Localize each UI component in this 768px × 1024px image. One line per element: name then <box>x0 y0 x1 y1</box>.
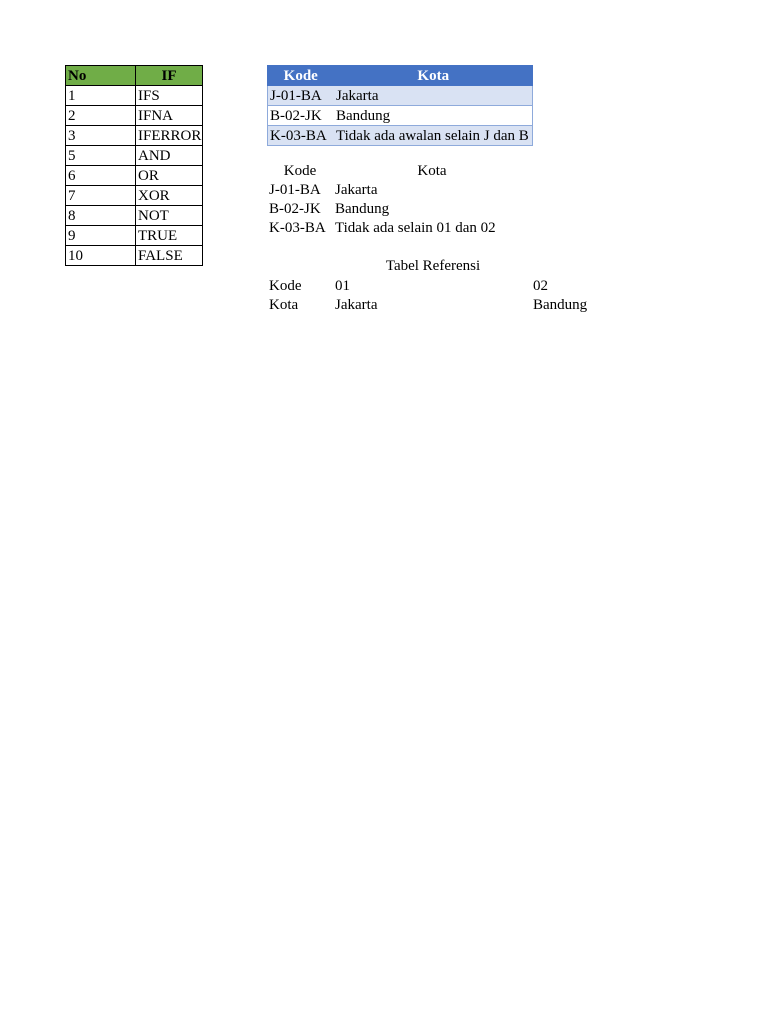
table-row <box>66 246 203 266</box>
cell-kode[interactable]: K-03-BA <box>268 126 335 146</box>
ref-value-cell[interactable]: Jakarta <box>335 296 378 313</box>
table-header-row <box>267 161 531 180</box>
header-kode[interactable]: Kode <box>283 162 317 179</box>
table-row <box>267 295 603 314</box>
cell-kode[interactable]: B-02-JK <box>268 106 335 126</box>
cell-if[interactable]: XOR <box>136 186 203 206</box>
cell-if[interactable]: AND <box>136 146 203 166</box>
table-row <box>268 126 533 146</box>
ref-value-cell[interactable]: Bandung <box>533 296 588 313</box>
ref-label-cell[interactable]: Kota <box>269 296 299 313</box>
cell-if[interactable]: IFERROR <box>136 126 203 146</box>
cell-if[interactable]: TRUE <box>136 226 203 246</box>
cell-kode[interactable]: J-01-BA <box>268 86 335 106</box>
table-row <box>267 276 603 295</box>
table-header-row <box>268 66 533 86</box>
table-row <box>268 106 533 126</box>
table-row <box>66 166 203 186</box>
cell-no[interactable]: 3 <box>66 126 136 146</box>
table-row <box>66 106 203 126</box>
cell-no[interactable]: 7 <box>66 186 136 206</box>
ref-value-cell[interactable]: 02 <box>533 277 548 294</box>
cell-no[interactable]: 6 <box>66 166 136 186</box>
table-row <box>66 186 203 206</box>
cell-kota[interactable]: Jakarta <box>335 181 378 198</box>
if-functions-table <box>65 65 203 266</box>
cell-if[interactable]: IFS <box>136 86 203 106</box>
cell-if[interactable]: OR <box>136 166 203 186</box>
header-kota[interactable]: Kota <box>417 162 447 179</box>
table-row <box>66 126 203 146</box>
tabel-referensi-title[interactable]: Tabel Referensi <box>385 258 481 274</box>
header-kode[interactable]: Kode <box>268 66 335 86</box>
cell-kota[interactable]: Jakarta <box>334 86 533 106</box>
cell-no[interactable]: 10 <box>66 246 136 266</box>
table-header-row <box>66 66 203 86</box>
cell-kota[interactable]: Tidak ada selain 01 dan 02 <box>335 219 496 236</box>
header-no[interactable]: No <box>66 66 136 86</box>
cell-kota[interactable]: Bandung <box>334 106 533 126</box>
header-if[interactable]: IF <box>136 66 203 86</box>
cell-kode[interactable]: J-01-BA <box>269 181 321 198</box>
table-row <box>66 146 203 166</box>
table-row <box>267 180 531 199</box>
kode-kota-plain-table <box>267 161 531 237</box>
table-row <box>267 218 531 237</box>
cell-no[interactable]: 2 <box>66 106 136 126</box>
cell-no[interactable]: 5 <box>66 146 136 166</box>
ref-value-cell[interactable]: 01 <box>335 277 350 294</box>
header-kota[interactable]: Kota <box>334 66 533 86</box>
cell-if[interactable]: FALSE <box>136 246 203 266</box>
cell-no[interactable]: 8 <box>66 206 136 226</box>
table-row <box>66 226 203 246</box>
table-row <box>66 86 203 106</box>
table-row <box>267 199 531 218</box>
table-row <box>66 206 203 226</box>
cell-kota[interactable]: Bandung <box>335 200 390 217</box>
cell-if[interactable]: IFNA <box>136 106 203 126</box>
cell-if[interactable]: NOT <box>136 206 203 226</box>
table-row <box>268 86 533 106</box>
cell-kode[interactable]: B-02-JK <box>269 200 321 217</box>
cell-no[interactable]: 9 <box>66 226 136 246</box>
cell-kode[interactable]: K-03-BA <box>269 219 326 236</box>
cell-kota[interactable]: Tidak ada awalan selain J dan B <box>334 126 533 146</box>
tabel-referensi <box>267 276 603 314</box>
kode-kota-styled-table <box>267 65 533 146</box>
cell-no[interactable]: 1 <box>66 86 136 106</box>
ref-label-cell[interactable]: Kode <box>269 277 302 294</box>
